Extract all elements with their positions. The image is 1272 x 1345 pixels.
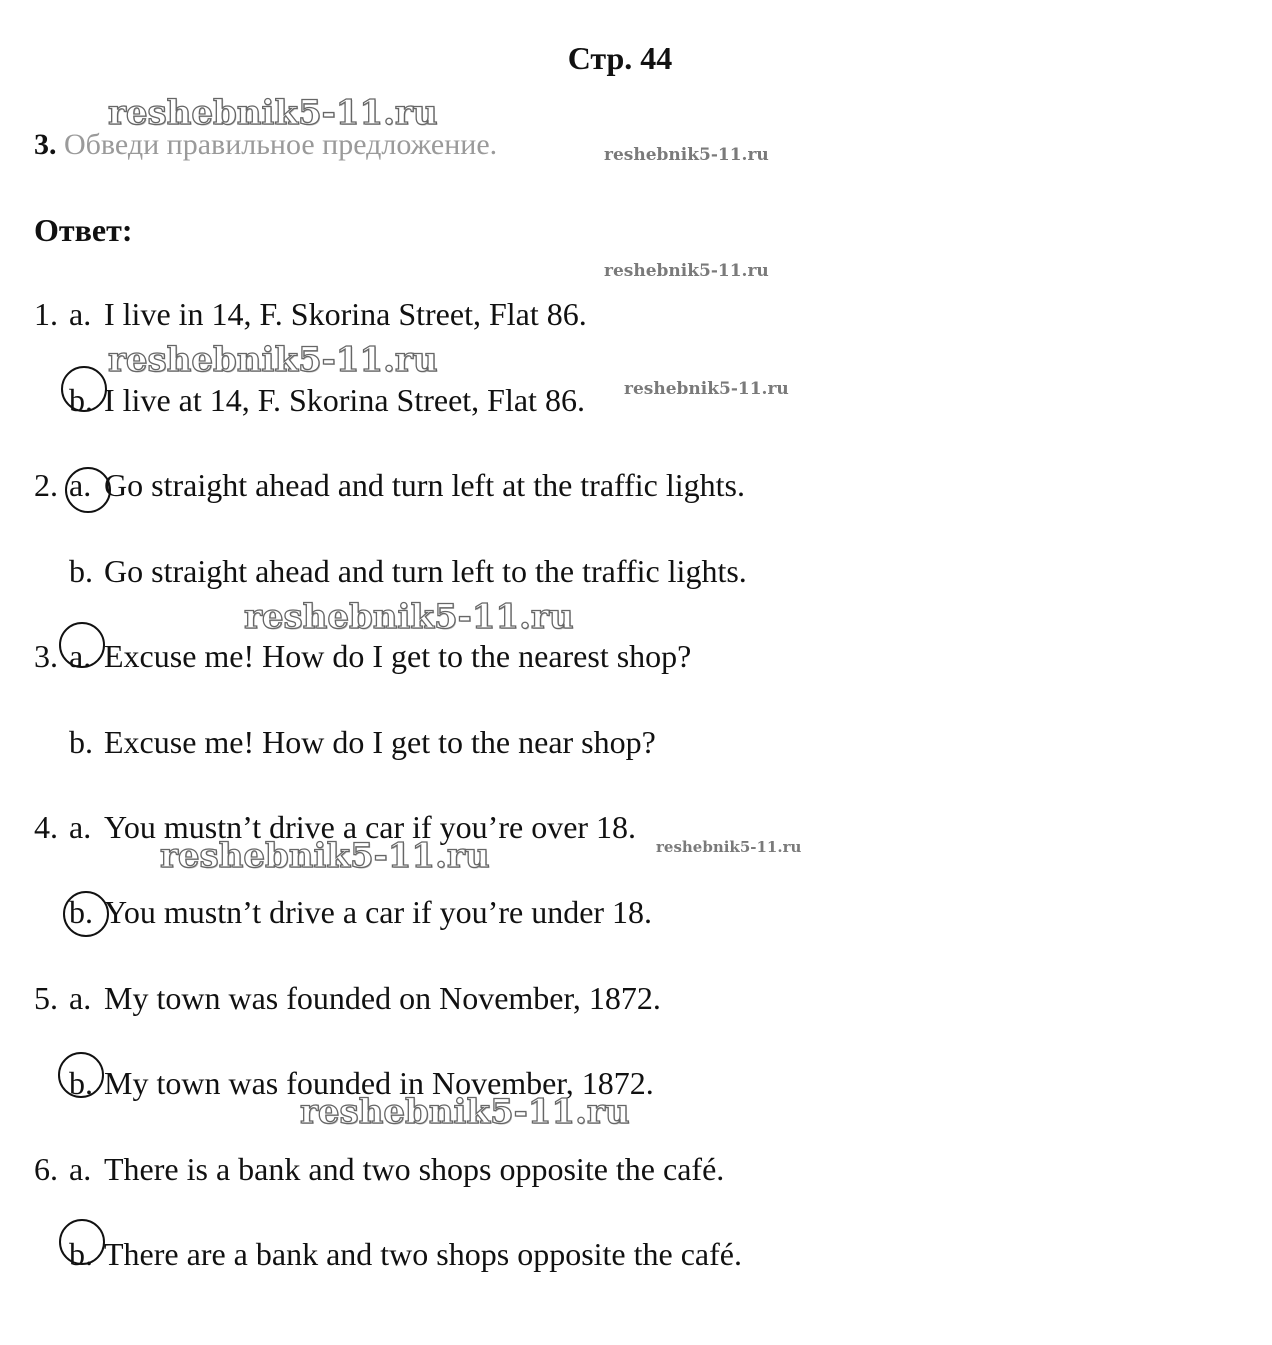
option-letter: b.: [69, 1065, 93, 1101]
option-text: There are a bank and two shops opposite the café.: [104, 1236, 742, 1272]
item-5-a: [34, 976, 661, 1020]
item-number: 6.: [34, 1151, 58, 1187]
option-text: There is a bank and two shops opposite the café.: [104, 1151, 725, 1187]
option-letter: a.: [69, 980, 92, 1016]
option-letter: b.: [69, 382, 93, 418]
item-1-a: [34, 292, 587, 336]
watermark: reshebnik5-11.ru: [624, 379, 789, 399]
watermark: reshebnik5-11.ru: [108, 340, 438, 380]
item-number: 5.: [34, 980, 58, 1016]
option-letter: a.: [69, 638, 92, 674]
answer-circle-3: [59, 622, 105, 668]
task-number: 3.: [34, 128, 57, 161]
watermark: reshebnik5-11.ru: [604, 145, 769, 165]
option-text: Excuse me! How do I get to the nearest shop?: [104, 638, 692, 674]
item-number: 1.: [34, 296, 58, 332]
option-letter: a.: [69, 809, 92, 845]
option-text: I live in 14, F. Skorina Street, Flat 86.: [104, 296, 587, 332]
item-2-b: [34, 549, 747, 593]
option-text: You mustn’t drive a car if you’re over 18.: [104, 809, 637, 845]
option-letter: a.: [69, 467, 92, 503]
item-2-a: [34, 463, 745, 507]
answer-circle-5: [58, 1052, 104, 1098]
option-letter: b.: [69, 553, 93, 589]
item-3-a: [34, 634, 691, 678]
option-letter: a.: [69, 1151, 92, 1187]
option-text: You mustn’t drive a car if you’re under 18.: [104, 894, 653, 930]
option-letter: b.: [69, 724, 93, 760]
answer-label: Ответ:: [34, 212, 133, 248]
item-4-b: [34, 890, 652, 934]
option-text: Excuse me! How do I get to the near shop?: [104, 724, 656, 760]
task-instruction: Обведи правильное предложение.: [64, 128, 498, 161]
watermark: reshebnik5-11.ru: [656, 838, 802, 856]
watermark: reshebnik5-11.ru: [300, 1092, 630, 1132]
answer-circle-4: [63, 891, 109, 937]
item-6-a: [34, 1147, 724, 1191]
item-number: 2.: [34, 467, 58, 503]
answer-circle-1: [61, 366, 107, 412]
option-letter: b.: [69, 894, 93, 930]
item-number: 3.: [34, 638, 58, 674]
page-title: Стр. 44: [567, 40, 673, 76]
option-text: Go straight ahead and turn left at the traffic lights.: [104, 467, 745, 503]
option-text: Go straight ahead and turn left to the traffic lights.: [104, 553, 747, 589]
item-1-b: [34, 378, 585, 422]
watermark: reshebnik5-11.ru: [108, 93, 438, 133]
answer-circle-6: [59, 1219, 105, 1265]
option-text: My town was founded on November, 1872.: [104, 980, 661, 1016]
option-letter: a.: [69, 296, 92, 332]
answer-circle-2: [65, 467, 111, 513]
option-letter: b.: [69, 1236, 93, 1272]
item-number: 4.: [34, 809, 58, 845]
item-3-b: [34, 720, 656, 764]
option-text: My town was founded in November, 1872.: [104, 1065, 654, 1101]
watermark: reshebnik5-11.ru: [160, 836, 490, 876]
watermark: reshebnik5-11.ru: [244, 597, 574, 637]
option-text: I live at 14, F. Skorina Street, Flat 86.: [104, 382, 585, 418]
watermark: reshebnik5-11.ru: [604, 261, 769, 281]
item-6-b: [34, 1232, 742, 1276]
